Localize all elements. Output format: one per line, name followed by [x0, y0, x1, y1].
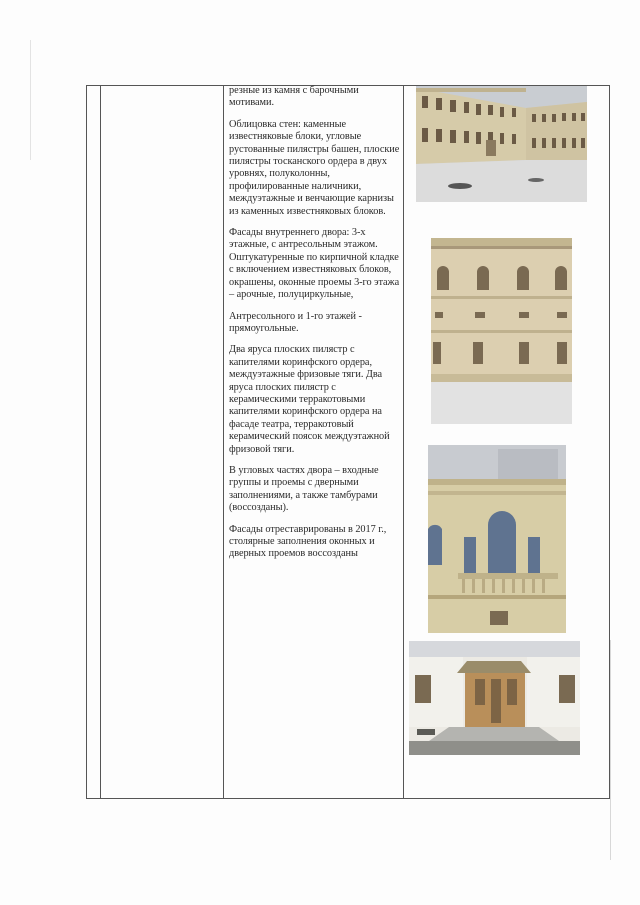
text-paragraph: Фасады отреставрированы в 2017 г., столярные заполнения оконных и дверных проемов воссозданы — [229, 523, 387, 560]
text-paragraph: Облицовка стен: каменные известняковые блоки, угловые рустованные пилястры башен, плоские пилястры тосканского ордера в двух уровнях, полуколонны, профилированные наличники, междуэтажные и венчающие карнизы из каменных известняковых блоков. — [229, 118, 400, 217]
courtyard-photo-1 — [416, 86, 587, 202]
text-paragraph: Фасады внутреннего двора: 3-х этажные, с антресольным этажом. Оштукатуренные по кирпичной кладке с включением известняковых блоков, окрашены, оконные проемы 3-го этажа – арочные, полуциркульные, — [229, 227, 400, 301]
table-border-bottom — [86, 798, 610, 799]
text-paragraph: резные из камня с барочными мотивами. — [229, 85, 359, 109]
scan-artifact-line — [30, 40, 31, 160]
courtyard-photo-2 — [431, 238, 572, 424]
scan-artifact-line — [610, 640, 611, 860]
table-border-left — [86, 85, 87, 799]
table-column-divider — [223, 85, 224, 799]
courtyard-photo-4 — [409, 641, 580, 755]
table-column-divider — [100, 85, 101, 799]
text-paragraph: Два яруса плоских пилястр с капителями коринфского ордера, междуэтажные фризовые тяги. Два яруса плоских пилястр с керамическими терракотовыми капителями коринфского ордера на фасаде театра, терракотовый керамический поясок междуэтажной фризовой тяги. — [229, 344, 390, 455]
text-paragraph: Антресольного и 1-го этажей - прямоугольные. — [229, 310, 362, 334]
table-border-right — [609, 85, 610, 799]
text-paragraph: В угловых частях двора – входные группы и проемы с дверными заполнениями, а также тамбурами (воссозданы). — [229, 464, 379, 514]
courtyard-photo-3 — [428, 445, 566, 633]
description-text-cell — [229, 85, 405, 570]
